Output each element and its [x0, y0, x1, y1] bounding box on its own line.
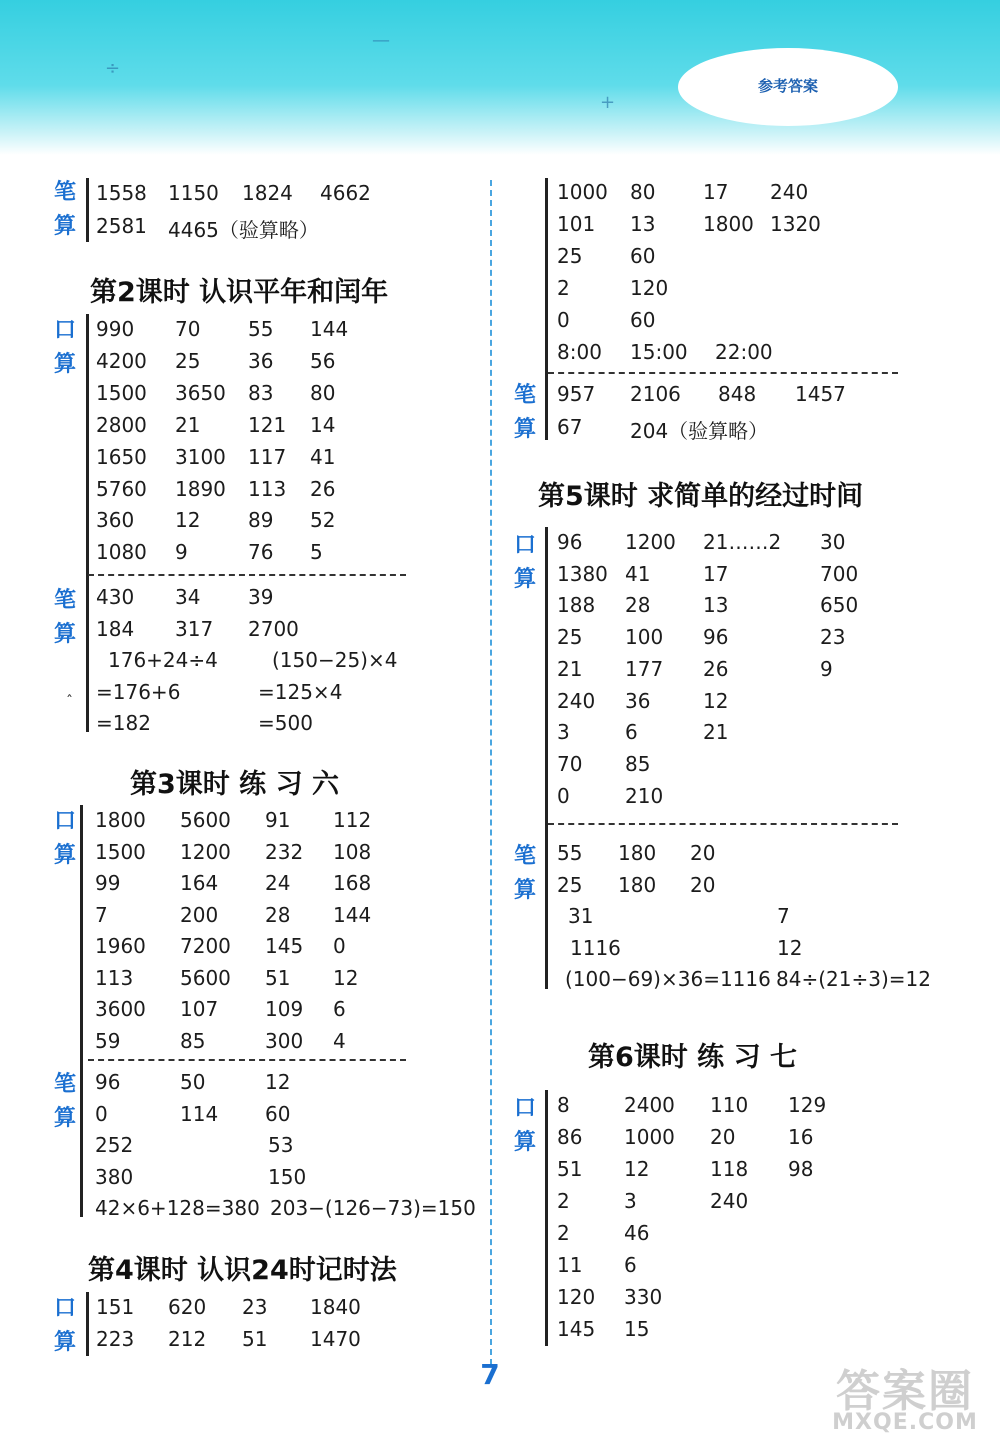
answer-value: 85: [625, 752, 651, 776]
answer-value: 98: [788, 1157, 814, 1181]
section-separator: [548, 823, 898, 825]
answer-value: 70: [557, 752, 583, 776]
answer-value: 20: [690, 873, 716, 897]
answer-value: 2: [557, 276, 570, 300]
answer-value: 39: [248, 585, 274, 609]
answer-value: 1840: [310, 1295, 361, 1319]
answer-value: =182: [96, 711, 151, 735]
section-separator: [88, 574, 406, 576]
answer-value: =176+6: [96, 680, 181, 704]
answer-value: 210: [625, 784, 664, 808]
answer-value: 36: [248, 349, 274, 373]
answer-value: 11: [557, 1253, 583, 1277]
answer-value: 145: [557, 1317, 596, 1341]
answer-value: 4662: [320, 181, 371, 205]
mental-calc-label: 口 算: [514, 533, 537, 592]
answer-value: 0: [95, 1102, 108, 1126]
answer-value: 7: [95, 903, 108, 927]
answer-value: 620: [168, 1295, 207, 1319]
answer-key-label: 参考答案: [757, 77, 818, 95]
answer-value: 121: [248, 413, 287, 437]
written-calc-label: 笔 算: [54, 1072, 77, 1131]
answer-value: 109: [265, 997, 304, 1021]
answer-value: 99: [95, 871, 121, 895]
answer-value: 848: [718, 382, 757, 406]
answer-value: 164: [180, 871, 219, 895]
answer-value: 56: [310, 349, 336, 373]
answer-value: (150−25)×4: [272, 648, 398, 672]
answer-value: 120: [630, 276, 669, 300]
answer-value: 23: [820, 625, 846, 649]
answer-value: 1457: [795, 382, 846, 406]
answer-bar: [545, 527, 548, 989]
answer-value: 13: [630, 212, 656, 236]
answer-value: 28: [265, 903, 291, 927]
answer-value: 240: [770, 180, 809, 204]
answer-value: 26: [703, 657, 729, 681]
answer-value: 22:00: [715, 340, 773, 364]
answer-value: (100−69)×36=1116: [565, 967, 771, 991]
answer-value: 4: [333, 1029, 346, 1053]
answer-value: 650: [820, 593, 859, 617]
answer-value: 31: [568, 904, 594, 928]
answer-value: 117: [248, 445, 287, 469]
answer-value: 21: [175, 413, 201, 437]
plus-decoration-icon: —: [372, 30, 390, 51]
answer-value: 118: [710, 1157, 749, 1181]
mental-calc-label: 口 算: [54, 1296, 77, 1355]
answer-value: 957: [557, 382, 596, 406]
answer-value: 12: [624, 1157, 650, 1181]
answer-value: 2800: [96, 413, 147, 437]
answer-value: 50: [180, 1070, 206, 1094]
answer-value: 1558: [96, 181, 147, 205]
answer-value: 23: [242, 1295, 268, 1319]
answer-value: 67: [557, 415, 583, 439]
answer-value: 25: [175, 349, 201, 373]
plus-decoration-icon: +: [600, 92, 616, 113]
section-separator: [88, 1059, 406, 1061]
answer-value: 51: [242, 1327, 268, 1351]
answer-value: 223: [96, 1327, 135, 1351]
answer-value: 3: [557, 720, 570, 744]
answer-value: 0: [557, 308, 570, 332]
answer-value: 9: [820, 657, 833, 681]
answer-value: 0: [333, 934, 346, 958]
answer-value: 114: [180, 1102, 219, 1126]
answer-value: 1000: [557, 180, 608, 204]
answer-value: =500: [258, 711, 313, 735]
answer-value: 76: [248, 540, 274, 564]
answer-value: 1380: [557, 562, 608, 586]
answer-value: 25: [557, 873, 583, 897]
answer-value: 3: [624, 1189, 637, 1213]
answer-value: 212: [168, 1327, 207, 1351]
lesson-title: 第4课时 认识24时记时法: [88, 1255, 397, 1286]
lesson-title: 第5课时 求简单的经过时间: [538, 481, 864, 512]
answer-value: 200: [180, 903, 219, 927]
answer-value: 151: [96, 1295, 135, 1319]
answer-bar: [86, 314, 89, 732]
answer-value: 144: [333, 903, 372, 927]
answer-value: 86: [557, 1125, 583, 1149]
answer-value: 2400: [624, 1093, 675, 1117]
answer-value: 13: [703, 593, 729, 617]
answer-value: 1500: [95, 840, 146, 864]
answer-value: 100: [625, 625, 664, 649]
answer-value: 7200: [180, 934, 231, 958]
answer-value: 26: [310, 477, 336, 501]
answer-value: 4465（验算略）: [168, 218, 319, 242]
answer-value: 6: [625, 720, 638, 744]
answer-value: 12: [265, 1070, 291, 1094]
section-separator: [548, 372, 898, 374]
answer-value: 177: [625, 657, 664, 681]
answer-value: 25: [557, 625, 583, 649]
answer-value: 3100: [175, 445, 226, 469]
answer-value: 2581: [96, 214, 147, 238]
answer-value: 107: [180, 997, 219, 1021]
answer-value: 700: [820, 562, 859, 586]
answer-value: 113: [95, 966, 134, 990]
written-calc-label: 笔 算: [54, 180, 77, 239]
written-calc-label: 笔 算: [514, 383, 537, 442]
answer-value: 51: [265, 966, 291, 990]
page-number: 7: [480, 1358, 500, 1391]
watermark-logo: 答案圈: [836, 1366, 974, 1417]
answer-value: 1200: [625, 530, 676, 554]
answer-value: 6: [624, 1253, 637, 1277]
answer-value: 17: [703, 562, 729, 586]
answer-value: 17: [703, 180, 729, 204]
answer-value: 145: [265, 934, 304, 958]
answer-value: 2: [557, 1221, 570, 1245]
answer-value: 80: [630, 180, 656, 204]
answer-value: 34: [175, 585, 201, 609]
answer-value: 300: [265, 1029, 304, 1053]
answer-value: 46: [624, 1221, 650, 1245]
answer-key-badge: [678, 48, 898, 126]
answer-value: 232: [265, 840, 304, 864]
answer-bar: [86, 178, 89, 242]
answer-value: 1800: [95, 808, 146, 832]
answer-value: 7: [777, 904, 790, 928]
answer-value: 52: [310, 508, 336, 532]
answer-value: 112: [333, 808, 372, 832]
answer-value: 1500: [96, 381, 147, 405]
answer-value: 240: [557, 689, 596, 713]
answer-value: 41: [625, 562, 651, 586]
answer-value: 150: [268, 1165, 307, 1189]
answer-value: 330: [624, 1285, 663, 1309]
answer-value: 184: [96, 617, 135, 641]
answer-value: 25: [557, 244, 583, 268]
answer-value: 317: [175, 617, 214, 641]
lesson-title: 第3课时 练 习 六: [130, 769, 339, 800]
answer-value: 83: [248, 381, 274, 405]
answer-value: 53: [268, 1133, 294, 1157]
column-divider: [490, 180, 492, 1365]
answer-value: 59: [95, 1029, 121, 1053]
answer-value: 5: [310, 540, 323, 564]
answer-value: 168: [333, 871, 372, 895]
answer-value: 360: [96, 508, 135, 532]
answer-value: 36: [625, 689, 651, 713]
answer-value: 1320: [770, 212, 821, 236]
plus-decoration-icon: ÷: [105, 58, 121, 79]
answer-bar: [545, 178, 548, 440]
answer-value: 5600: [180, 808, 231, 832]
answer-value: 1080: [96, 540, 147, 564]
answer-value: 21: [557, 657, 583, 681]
answer-bar: [80, 805, 83, 1217]
answer-value: 12: [777, 936, 803, 960]
answer-value: 8:00: [557, 340, 602, 364]
answer-value: 990: [96, 317, 135, 341]
answer-value: 51: [557, 1157, 583, 1181]
answer-value: 15: [624, 1317, 650, 1341]
header-banner: [0, 0, 1000, 155]
answer-value: 1150: [168, 181, 219, 205]
answer-value: 70: [175, 317, 201, 341]
answer-value: 5760: [96, 477, 147, 501]
mental-calc-label: 口 算: [514, 1096, 537, 1155]
answer-value: 240: [710, 1189, 749, 1213]
answer-value: 85: [180, 1029, 206, 1053]
answer-value: =125×4: [258, 680, 343, 704]
answer-value: 42×6+128=380: [95, 1196, 260, 1220]
mental-calc-label: 口 算: [54, 809, 77, 868]
answer-value: 16: [788, 1125, 814, 1149]
answer-value: 5600: [180, 966, 231, 990]
answer-value: 14: [310, 413, 336, 437]
answer-value: 89: [248, 508, 274, 532]
answer-value: 20: [690, 841, 716, 865]
answer-value: 60: [630, 244, 656, 268]
answer-value: 430: [96, 585, 135, 609]
stray-mark: ˆ: [66, 694, 73, 710]
answer-value: 0: [557, 784, 570, 808]
answer-value: 1800: [703, 212, 754, 236]
answer-value: 6: [333, 997, 346, 1021]
answer-value: 129: [788, 1093, 827, 1117]
answer-value: 12: [703, 689, 729, 713]
answer-value: 1116: [570, 936, 621, 960]
written-calc-label: 笔 算: [54, 588, 77, 647]
answer-value: 1824: [242, 181, 293, 205]
answer-value: 80: [310, 381, 336, 405]
answer-bar: [545, 1090, 548, 1346]
answer-value: 3650: [175, 381, 226, 405]
answer-value: 60: [265, 1102, 291, 1126]
answer-value: 21……2: [703, 530, 782, 554]
answer-value: 120: [557, 1285, 596, 1309]
answer-value: 12: [175, 508, 201, 532]
answer-value: 2700: [248, 617, 299, 641]
answer-value: 12: [333, 966, 359, 990]
answer-value: 55: [248, 317, 274, 341]
answer-value: 30: [820, 530, 846, 554]
answer-value: 96: [703, 625, 729, 649]
answer-value: 8: [557, 1093, 570, 1117]
answer-value: 1470: [310, 1327, 361, 1351]
answer-value: 144: [310, 317, 349, 341]
answer-value: 3600: [95, 997, 146, 1021]
answer-value: 180: [618, 873, 657, 897]
answer-value: 204（验算略）: [630, 419, 769, 443]
answer-value: 60: [630, 308, 656, 332]
answer-value: 180: [618, 841, 657, 865]
answer-value: 380: [95, 1165, 134, 1189]
answer-value: 2106: [630, 382, 681, 406]
answer-value: 176+24÷4: [108, 648, 218, 672]
answer-value: 84÷(21÷3)=12: [776, 967, 931, 991]
answer-value: 96: [557, 530, 583, 554]
answer-value: 203−(126−73)=150: [270, 1196, 476, 1220]
lesson-title: 第2课时 认识平年和闰年: [90, 277, 389, 308]
answer-value: 1000: [624, 1125, 675, 1149]
answer-value: 1200: [180, 840, 231, 864]
answer-value: 28: [625, 593, 651, 617]
answer-value: 1650: [96, 445, 147, 469]
answer-value: 9: [175, 540, 188, 564]
answer-value: 110: [710, 1093, 749, 1117]
answer-value: 4200: [96, 349, 147, 373]
answer-value: 252: [95, 1133, 134, 1157]
answer-bar: [86, 1292, 89, 1356]
answer-value: 113: [248, 477, 287, 501]
answer-value: 96: [95, 1070, 121, 1094]
answer-value: 2: [557, 1189, 570, 1213]
answer-value: 101: [557, 212, 596, 236]
written-calc-label: 笔 算: [514, 844, 537, 903]
answer-value: 15:00: [630, 340, 688, 364]
watermark-url: MXQE.COM: [832, 1410, 978, 1435]
answer-value: 188: [557, 593, 596, 617]
answer-value: 21: [703, 720, 729, 744]
answer-value: 1890: [175, 477, 226, 501]
answer-value: 1960: [95, 934, 146, 958]
answer-value: 91: [265, 808, 291, 832]
mental-calc-label: 口 算: [54, 318, 77, 377]
answer-value: 41: [310, 445, 336, 469]
answer-value: 55: [557, 841, 583, 865]
answer-value: 108: [333, 840, 372, 864]
lesson-title: 第6课时 练 习 七: [588, 1042, 797, 1073]
answer-value: 24: [265, 871, 291, 895]
answer-value: 20: [710, 1125, 736, 1149]
